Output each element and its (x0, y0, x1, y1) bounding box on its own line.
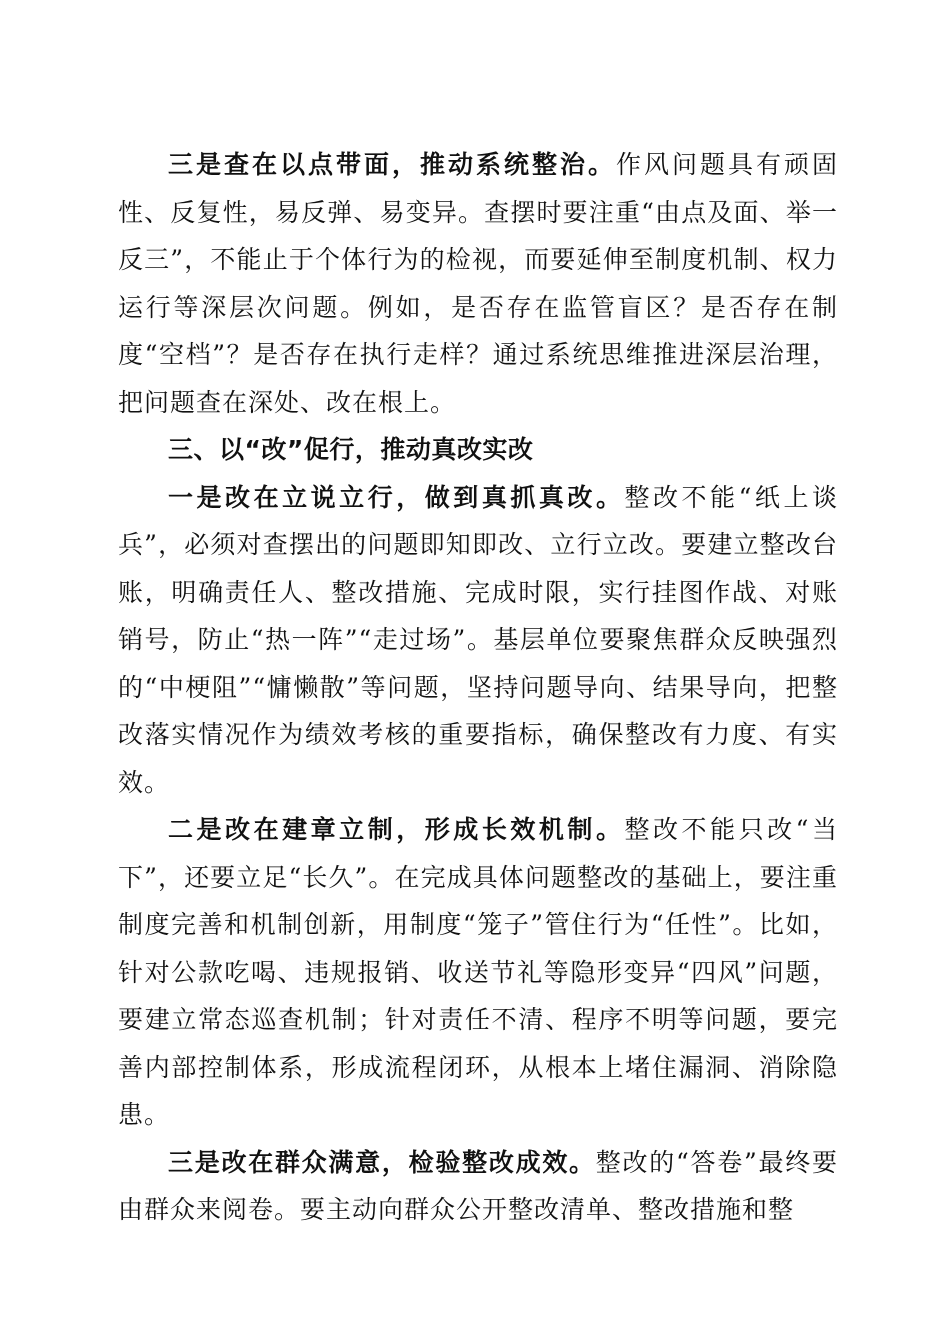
document-body (118, 141, 838, 1234)
paragraph-text: 整改的“答卷”最终要由群众来阅卷。要主动向群众公开整改清单、整改措施和整 (118, 1147, 838, 1224)
paragraph-text: 作风问题具有顽固性、反复性，易反弹、易变异。查摆时要注重“由点及面、举一反三”，不能止于个体行为的检视，而要延伸至制度机制、权力运行等深层次问题。例如，是否存在监管盲区？是否存在制度“空档”？是否存在执行走样？通过系统思维推进深层治理，把问题查在深处、改在根上。 (118, 150, 838, 417)
paragraph-long-term-mechanism (118, 806, 838, 1139)
paragraph-lead: 三是改在群众满意，检验整改成效。 (168, 1147, 596, 1177)
paragraph-text: 整改不能“纸上谈兵”，必须对查摆出的问题即知即改、立行立改。要建立整改台账，明确责任人、整改措施、完成时限，实行挂图作战、对账销号，防止“热一阵”“走过场”。基层单位要聚焦群众反映强烈的“中梗阻”“慵懒散”等问题，坚持问题导向、结果导向，把整改落实情况作为绩效考核的重要指标，确保整改有力度、有实效。 (118, 482, 838, 797)
paragraph-lead: 三是查在以点带面，推动系统整治。 (168, 150, 616, 179)
paragraph-system-rectification (118, 141, 838, 426)
paragraph-public-satisfaction (118, 1139, 838, 1234)
section-heading: 三、以“改”促行，推动真改实改 (168, 435, 534, 464)
paragraph-lead: 一是改在立说立行，做到真抓真改。 (168, 482, 625, 512)
paragraph-immediate-action (118, 474, 838, 807)
paragraph-lead: 二是改在建章立制，形成长效机制。 (168, 815, 625, 844)
paragraph-text: 整改不能只改“当下”，还要立足“长久”。在完成具体问题整改的基础上，要注重制度完善和机制创新，用制度“笼子”管住行为“任性”。比如，针对公款吃喝、违规报销、收送节礼等隐形变异“四风”问题，要建立常态巡查机制；针对责任不清、程序不明等问题，要完善内部控制体系，形成流程闭环，从根本上堵住漏洞、消除隐患。 (118, 815, 838, 1129)
